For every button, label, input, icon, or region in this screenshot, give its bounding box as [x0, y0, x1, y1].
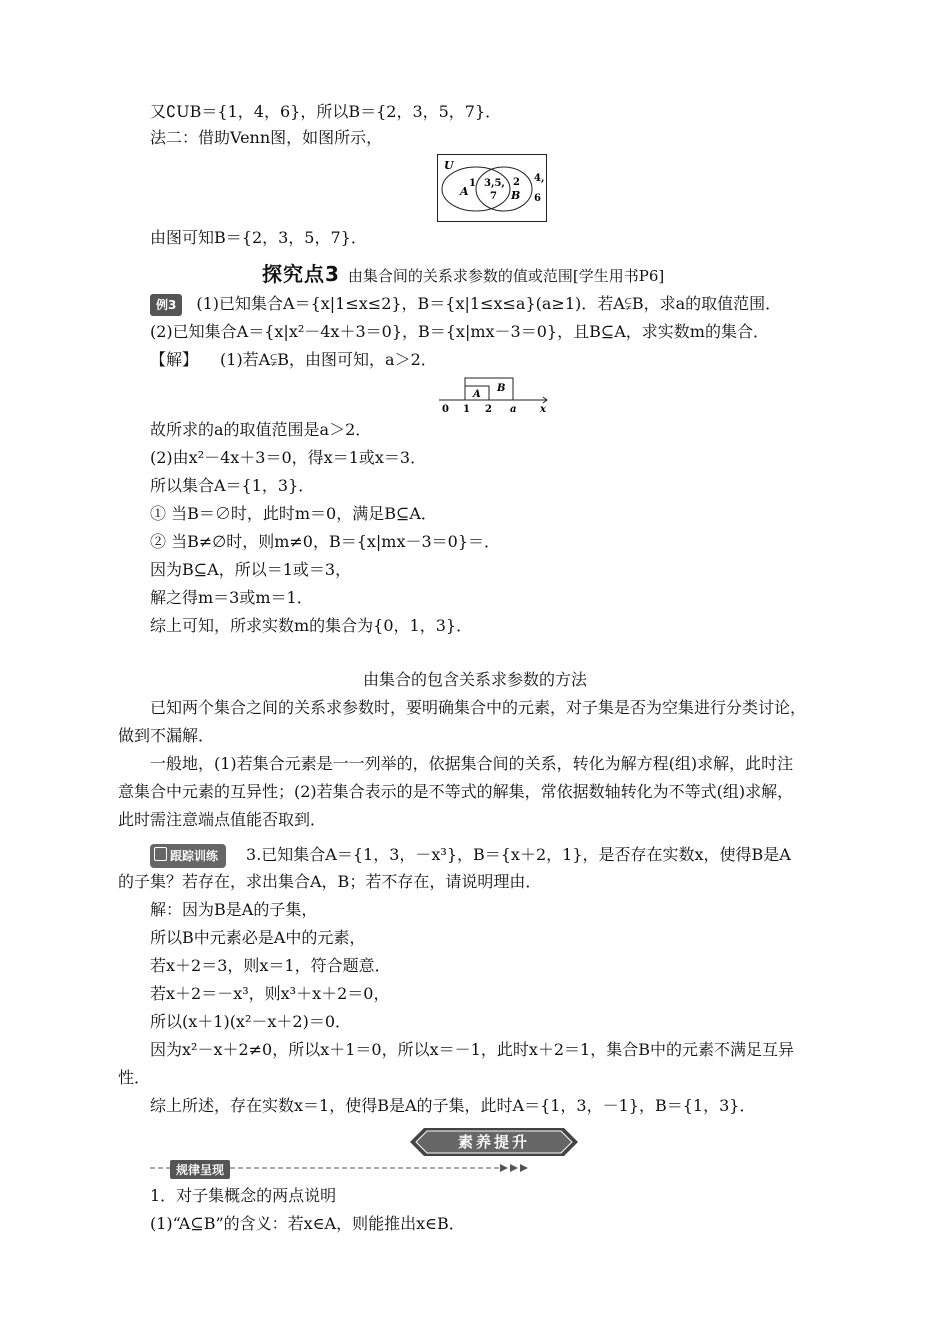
literacy-banner [410, 1128, 578, 1156]
text-line: 解：因为B是A的子集， [150, 900, 318, 919]
text-line: 所以(x＋1)(x²－x＋2)＝0． [150, 1012, 351, 1031]
set-a-label: A [460, 185, 469, 198]
svg-text:3,5,: 3,5, [484, 178, 505, 189]
text-line: 所以B中元素必是A中的元素， [150, 928, 366, 947]
svg-text:a: a [510, 404, 517, 414]
svg-text:A: A [473, 389, 481, 400]
svg-text:1: 1 [463, 404, 470, 414]
example-tag: 例3 [150, 294, 182, 316]
text-line: 所以集合A＝{1，3}． [150, 476, 315, 495]
venn-diagram [437, 154, 547, 222]
section-heading-subtitle: 由集合间的关系求参数的值或范围[学生用书P6] [347, 267, 665, 285]
svg-text:7: 7 [490, 191, 497, 202]
text-line: 故所求的a的取值范围是a＞2． [150, 420, 372, 439]
text-line: 1．对子集概念的两点说明 [150, 1186, 337, 1205]
svg-text:0: 0 [442, 404, 449, 414]
text-line: ② 当B≠∅时，则m≠0，B＝{x|mx－3＝0}＝． [150, 532, 501, 551]
svg-text:2: 2 [513, 177, 520, 188]
section-heading-title: 探究点3 [262, 262, 340, 286]
text-line: ① 当B＝∅时，此时m＝0，满足B⊆A． [150, 504, 437, 523]
text-line: 由图可知B＝{2，3，5，7}． [150, 228, 367, 247]
banner-label: 素养提升 [457, 1133, 530, 1151]
number-line-diagram [437, 376, 552, 414]
svg-text:2: 2 [485, 404, 492, 414]
notebook-icon [154, 847, 167, 861]
solution-tag: 【解】 [150, 350, 199, 369]
text-line: (1)“A⊆B”的含义：若x∈A，则能推出x∈B． [150, 1214, 465, 1233]
text-line: 若x＋2＝3，则x＝1，符合题意． [150, 956, 391, 975]
example-3: 例3 (1)已知集合A＝{x|1≤x≤2}，B＝{x|1≤x≤a}(a≥1)．若A⫋B，求a的取值范围． [150, 294, 781, 316]
method-title: 由集合的包含关系求参数的方法 [362, 670, 587, 689]
text-line: 性． [118, 1068, 151, 1087]
text-line: 此时需注意端点值能否取到． [118, 810, 327, 829]
text-line: (2)由x²－4x＋3＝0，得x＝1或x＝3． [150, 448, 427, 467]
text-line: 综上所述，存在实数x＝1，使得B是A的子集，此时A＝{1，3，－1}，B＝{1，3}． [150, 1096, 756, 1115]
text-line: 因为x²－x＋2≠0，所以x＋1＝0，所以x＝－1，此时x＋2＝1，集合B中的元素不满足互异 [150, 1040, 794, 1059]
solution-line: 【解】 (1)若A⫋B，由图可知，a＞2． [150, 350, 437, 369]
svg-text:1: 1 [469, 178, 476, 189]
svg-text:6: 6 [534, 193, 541, 204]
set-b-label: B [511, 189, 521, 202]
svg-text:x: x [540, 404, 546, 414]
text-line: 因为B⊆A，所以＝1或＝3， [150, 560, 352, 579]
text-line: 做到不漏解． [118, 726, 215, 745]
svg-text:4,: 4, [534, 173, 545, 184]
text-line: 一般地，(1)若集合元素是一一列举的，依据集合间的关系，转化为解方程(组)求解，此时注 [150, 754, 794, 773]
text-line: 意集合中元素的互异性；(2)若集合表示的是不等式的解集，常依据数轴转化为不等式(组)求解， [118, 782, 794, 801]
svg-text:B: B [497, 383, 506, 394]
rule-tag: 规律呈现 [170, 1160, 230, 1179]
text-line: 又∁UB＝{1，4，6}，所以B＝{2，3，5，7}． [150, 102, 502, 121]
text-line: 综上可知，所求实数m的集合为{0，1，3}． [150, 616, 473, 635]
text-line: 法二：借助Venn图，如图所示， [150, 128, 383, 147]
text-line: 已知两个集合之间的关系求参数时，要明确集合中的元素，对子集是否为空集进行分类讨论， [150, 698, 807, 717]
section-heading [262, 258, 664, 287]
text-line: 解之得m＝3或m＝1． [150, 588, 313, 607]
text-line: (2)已知集合A＝{x|x²－4x＋3＝0}，B＝{x|mx－3＝0}，且B⊆A，求实数m的集合． [150, 322, 769, 341]
text-line: 的子集？若存在，求出集合A，B；若不存在，请说明理由． [118, 872, 542, 891]
text-line: 若x＋2＝－x³，则x³＋x＋2＝0， [150, 984, 390, 1003]
universe-label: U [444, 159, 454, 172]
rule-header [150, 1160, 530, 1176]
practice-tag: 跟踪训练 [150, 844, 226, 868]
practice-3: 跟踪训练 3.已知集合A＝{1，3，－x³}，B＝{x＋2，1}，是否存在实数x，使得B是A [150, 844, 791, 868]
